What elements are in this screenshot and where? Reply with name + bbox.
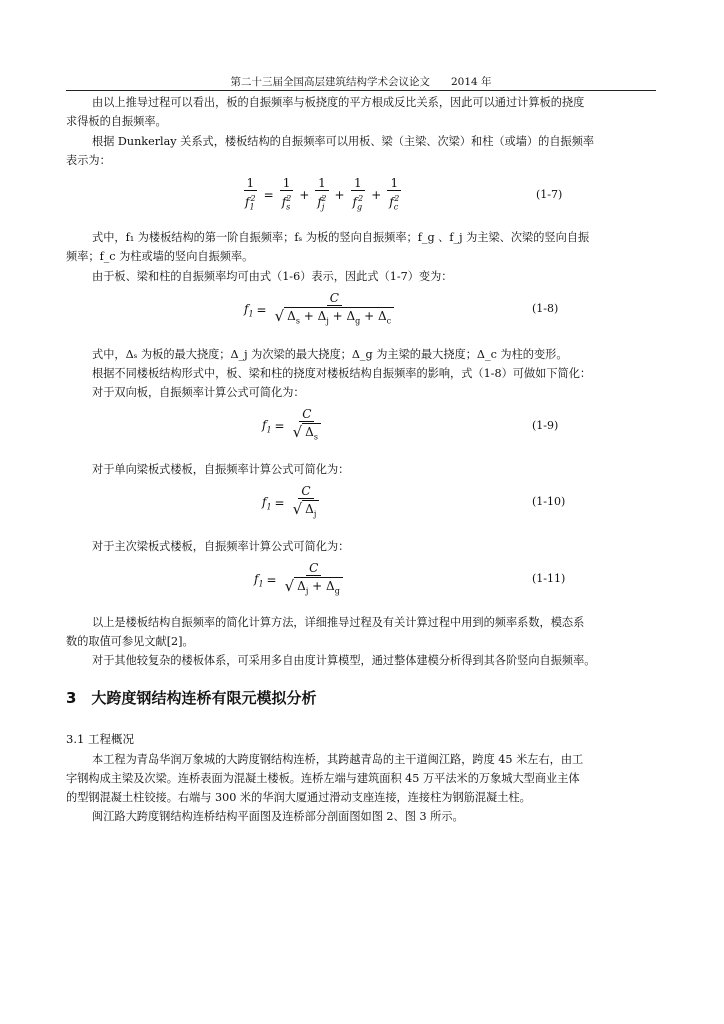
- subsection-heading: 3.1 工程概况: [66, 732, 134, 746]
- paragraph-12-line-2: 字钢构成主梁及次梁。连桥表面为混凝土楼板。连桥左端与建筑面积 45 万平法米的万象城大型商业主体: [66, 772, 580, 785]
- paragraph-10-line-1: 以上是楼板结构自振频率的简化计算方法，详细推导过程及有关计算过程中用到的频率系数，模态系: [92, 616, 585, 629]
- paragraph-3-line-1: 式中，f₁ 为楼板结构的第一阶自振频率；fₛ 为板的竖向自振频率；f_g 、f_j 为主梁、次梁的竖向自振: [92, 231, 590, 244]
- paragraph-10-line-2: 数的取值可参见文献[2]。: [66, 635, 194, 648]
- paragraph-8: 对于单向梁板式楼板，自振频率计算公式可简化为：: [92, 463, 350, 476]
- equation-1-11: $f_1$ = C √ $\Delta_j + \Delta_g$: [254, 561, 348, 598]
- equation-number-1-11: (1-11): [532, 572, 566, 585]
- equation-number-1-10: (1-10): [532, 495, 566, 508]
- section-heading: 3 大跨度钢结构连桥有限元模拟分析: [66, 689, 317, 707]
- equation-1-7: $\frac{1}{f_1^2}$ = $\frac{1}{f_s^2}$ + $\frac{1}{f_j^2}$ + $\frac{1}{f_g^2}$ + $\frac{1}{f_c^2}$: [245, 176, 400, 212]
- paragraph-12-line-3: 的型钢混凝土柱铰接。右端与 300 米的华润大厦通过滑动支座连接，连接柱为钢筋混凝土柱。: [66, 791, 531, 804]
- paragraph-4: 由于板、梁和柱的自振频率均可由式（1-6）表示，因此式（1-7）变为：: [92, 270, 453, 283]
- paragraph-3-line-2: 频率；f_c 为柱或墙的竖向自振频率。: [66, 250, 254, 263]
- paragraph-1-line-1: 由以上推导过程可以看出，板的自振频率与板挠度的平方根成反比关系，因此可以通过计算板的挠度: [92, 96, 585, 109]
- paragraph-9: 对于主次梁板式楼板，自振频率计算公式可简化为：: [92, 540, 350, 553]
- paragraph-13: 闽江路大跨度钢结构连桥结构平面图及连桥部分剖面图如图 2、图 3 所示。: [92, 810, 464, 823]
- paragraph-1-line-2: 求得板的自振频率。: [66, 115, 167, 128]
- paragraph-12-line-1: 本工程为青岛华润万象城的大跨度钢结构连桥，其跨越青岛的主干道闽江路，跨度 45 米左右，由工: [92, 753, 584, 766]
- equation-1-8: $f_1$ = C √ $\Delta_s + \Delta_j + \Delta_g + \Delta_c$: [244, 291, 399, 328]
- paragraph-11: 对于其他较复杂的楼板体系，可采用多自由度计算模型，通过整体建模分析得到其各阶竖向自振频率。: [92, 654, 596, 667]
- paragraph-6: 根据不同楼板结构形式中，板、梁和柱的挠度对楼板结构自振频率的影响，式（1-8）可做如下简化：: [92, 367, 592, 380]
- paragraph-5: 式中，Δₛ 为板的最大挠度；Δ_j 为次梁的最大挠度；Δ_g 为主梁的最大挠度；Δ_c 为柱的变形。: [92, 348, 568, 361]
- paragraph-2-line-1: 根据 Dunkerlay 关系式，楼板结构的自振频率可以用板、梁（主梁、次梁）和柱（或墙）的自振频率: [92, 135, 595, 148]
- paragraph-7: 对于双向板，自振频率计算公式可简化为：: [92, 386, 305, 399]
- paragraph-2-line-2: 表示为：: [66, 154, 111, 167]
- equation-number-1-7: (1-7): [536, 188, 563, 201]
- equation-1-9: $f_1$ = C √ $\Delta_s$: [262, 407, 326, 444]
- equation-1-10: $f_1$ = C √ $\Delta_j$: [262, 484, 324, 521]
- running-header: 第二十三届全国高层建筑结构学术会议论文 2014 年: [66, 74, 656, 91]
- equation-number-1-9: (1-9): [532, 419, 559, 432]
- equation-number-1-8: (1-8): [532, 302, 559, 315]
